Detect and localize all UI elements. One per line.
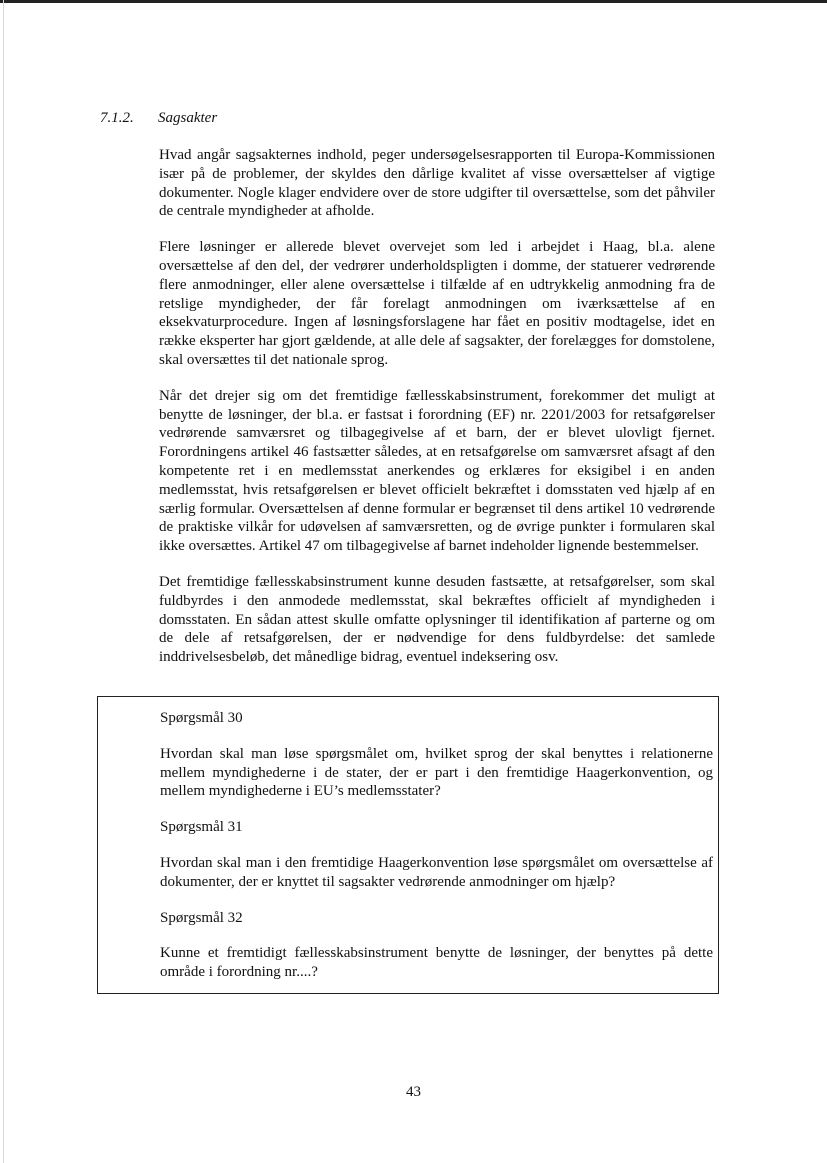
top-border-line (0, 0, 827, 3)
paragraph: Flere løsninger er allerede blevet overvejet som led i arbejdet i Haag, bl.a. alene oversættelse af den del, der vedrører underholdspligten i domme, der statuerer vedrørende flere anmodninger, eller alene oversættelse i tilfælde af en udtrykkelig anmodning fra de retslige myndigheder, der får forelagt anmodningen om iværksættelse af en eksekvaturprocedure. Ingen af løsningsforslagene har fået en positiv modtagelse, idet en række eksperter har gjort gældende, at alle dele af sagsakter, der forelægges for domstolene, skal oversættes til det nationale sprog. (159, 239, 715, 368)
section-title: Sagsakter (158, 110, 218, 126)
page-number: 43 (406, 1084, 421, 1100)
section-number: 7.1.2. (100, 110, 134, 126)
paragraph: Det fremtidige fællesskabsinstrument kunne desuden fastsætte, at retsafgørelser, som skal fuldbyrdes i den anmodede medlemsstat, skal bekræftes officielt af myndigheden i domsstaten. En sådan attest skulle omfatte oplysninger til identifikation af parterne og om de dele af retsafgørelsen, der er nødvendige for dens fuldbyrdelse: det samlede inddrivelsesbeløb, det månedlige bidrag, eventuel indeksering osv. (159, 573, 715, 666)
question-label: Spørgsmål 31 (160, 819, 243, 836)
questions-content (160, 709, 713, 999)
question-label: Spørgsmål 32 (160, 909, 243, 926)
section-heading (100, 110, 217, 127)
question-label: Spørgsmål 30 (160, 710, 243, 726)
questions-box (97, 696, 719, 994)
body-text (159, 146, 715, 684)
question-text: Hvordan skal man løse spørgsmålet om, hvilket sprog der skal benyttes i relationerne mellem myndighederne i de stater, der er part i den fremtidige Haagerkonvention, og mellem myndighederne i EU’s medlemsstater? (160, 745, 713, 800)
left-scan-edge (3, 0, 4, 1163)
question-text: Kunne et fremtidigt fællesskabsinstrument benytte de løsninger, der benyttes på dette område i forordning nr....? (160, 945, 713, 981)
paragraph: Hvad angår sagsakternes indhold, peger undersøgelsesrapporten til Europa-Kommissionen især på de problemer, der skyldes den dårlige kvalitet af visse oversættelser af vigtige dokumenter. Nogle klager endvidere over de store udgifter til oversættelse, som det påhviler de centrale myndigheder at afholde. (159, 147, 715, 220)
question-text: Hvordan skal man i den fremtidige Haagerkonvention løse spørgsmålet om oversættelse af dokumenter, der er knyttet til sagsakter vedrørende anmodninger om hjælp? (160, 854, 713, 890)
paragraph: Når det drejer sig om det fremtidige fællesskabsinstrument, forekommer det muligt at benytte de løsninger, der bl.a. er fastsat i forordning (EF) nr. 2201/2003 for retsafgørelser vedrørende samværsret og tilbagegivelse af et barn, der er blevet ulovligt fjernet. Forordningens artikel 46 fastsætter således, at en retsafgørelse om samværsret afsagt af den kompetente ret i en medlemsstat anerkendes og erklæres for eksigibel i en anden medlemsstat, hvis retsafgørelsen er blevet officielt bekræftet i domsstaten ved hjælp af en særlig formular. Oversættelsen af denne formular er begrænset til dens artikel 10 vedrørende de praktiske vilkår for udøvelsen af samværsretten, og de øvrige punkter i formularen skal ikke oversættes. Artikel 47 om tilbagegivelse af barnet indeholder lignende bestemmelser. (159, 387, 715, 555)
